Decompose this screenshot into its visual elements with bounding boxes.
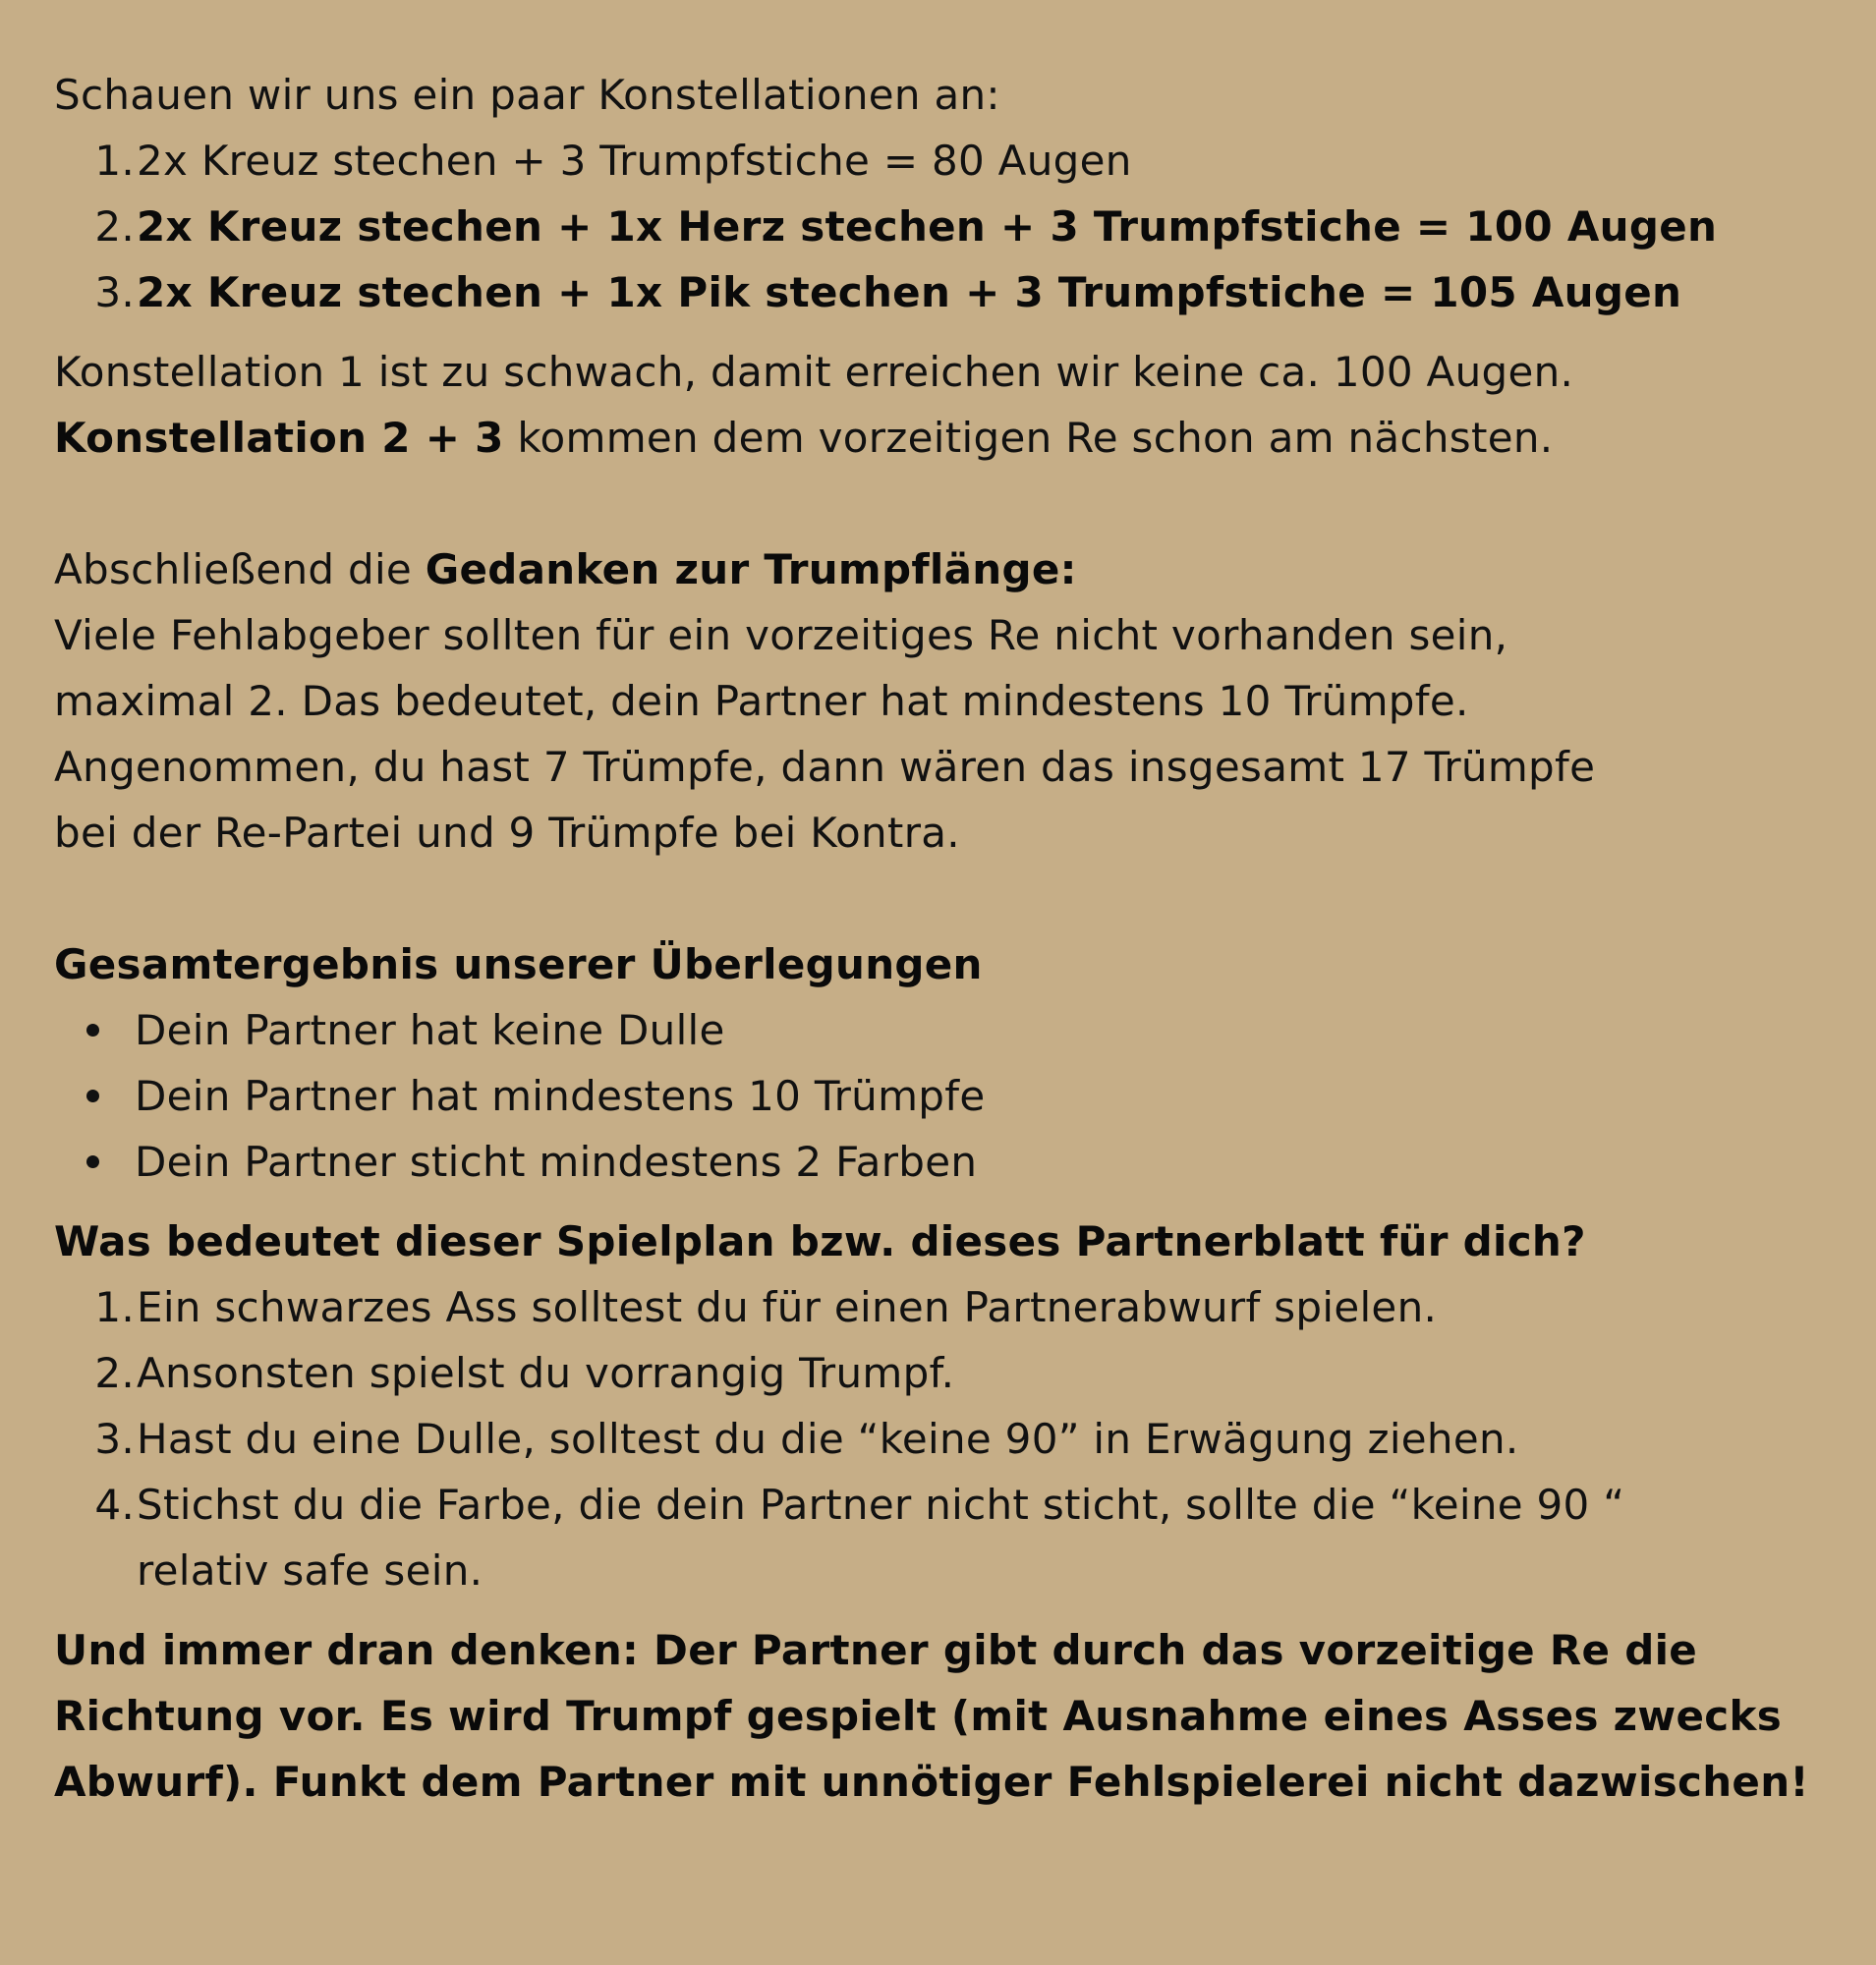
list-item [54, 259, 1813, 325]
evaluation-line-1: Konstellation 1 ist zu schwach, damit erreichen wir keine ca. 100 Augen. [54, 348, 1574, 396]
bullet-icon [54, 1063, 135, 1129]
trump-lead: Abschließend die [54, 545, 426, 593]
list-item [54, 1406, 1813, 1472]
evaluation-bold: Konstellation 2 + 3 [54, 414, 504, 462]
item-text: 2x Kreuz stechen + 1x Pik stechen + 3 Trumpfstiche = 105 Augen [137, 268, 1682, 316]
item-text: Ansonsten spielst du vorrangig Trumpf. [137, 1349, 955, 1397]
trump-line: bei der Re-Partei und 9 Trümpfe bei Kontra. [54, 809, 960, 857]
summary-heading: Gesamtergebnis unserer Überlegungen [54, 940, 983, 988]
list-item [54, 1472, 1813, 1603]
plan-heading: Was bedeutet dieser Spielplan bzw. dieses Partnerblatt für dich? [54, 1217, 1586, 1265]
item-number: 4. [94, 1481, 135, 1529]
list-item [54, 997, 1813, 1063]
conclusion-line: Richtung vor. Es wird Trumpf gespielt (mit Ausnahme eines Asses zwecks [54, 1692, 1783, 1740]
list-item [54, 1274, 1813, 1340]
trump-line: Angenommen, du hast 7 Trümpfe, dann wären das insgesamt 17 Trümpfe [54, 743, 1596, 791]
item-number: 2. [94, 202, 135, 251]
item-text: Dein Partner sticht mindestens 2 Farben [135, 1138, 978, 1186]
item-text: Ein schwarzes Ass solltest du für einen Partnerabwurf spielen. [137, 1283, 1438, 1331]
trump-heading: Gedanken zur Trumpflänge: [425, 545, 1077, 593]
item-number: 3. [94, 1415, 135, 1463]
conclusion-line: Abwurf). Funkt dem Partner mit unnötiger Fehlspielerei nicht dazwischen! [54, 1758, 1809, 1806]
list-item [54, 1129, 1813, 1195]
list-item [54, 128, 1813, 194]
intro-text: Schauen wir uns ein paar Konstellationen an: [54, 71, 1000, 119]
summary-list [54, 997, 1813, 1195]
item-text: Dein Partner hat keine Dulle [135, 1006, 725, 1054]
item-number: 1. [94, 1283, 135, 1331]
item-number: 1. [94, 137, 135, 185]
plan-list [54, 1274, 1813, 1603]
item-number: 2. [94, 1349, 135, 1397]
document-page [54, 62, 1813, 1815]
bullet-icon [54, 997, 135, 1063]
item-text: 2x Kreuz stechen + 3 Trumpfstiche = 80 Augen [137, 137, 1132, 185]
trump-line: maximal 2. Das bedeutet, dein Partner hat mindestens 10 Trümpfe. [54, 677, 1469, 725]
item-text: Stichst du die Farbe, die dein Partner nicht sticht, sollte die “keine 90 “ relativ safe sein. [137, 1481, 1625, 1595]
item-text: Dein Partner hat mindestens 10 Trümpfe [135, 1072, 986, 1120]
evaluation-line-2 [54, 405, 1813, 471]
item-text: 2x Kreuz stechen + 1x Herz stechen + 3 Trumpfstiche = 100 Augen [137, 202, 1718, 251]
evaluation-rest: kommen dem vorzeitigen Re schon am nächsten. [503, 414, 1554, 462]
list-item [54, 1340, 1813, 1406]
trump-line: Viele Fehlabgeber sollten für ein vorzeitiges Re nicht vorhanden sein, [54, 611, 1508, 659]
list-item [54, 194, 1813, 259]
item-number: 3. [94, 268, 135, 316]
conclusion-line: Und immer dran denken: Der Partner gibt durch das vorzeitige Re die [54, 1626, 1698, 1674]
list-item [54, 1063, 1813, 1129]
trump-heading-line [54, 536, 1813, 602]
item-text: Hast du eine Dulle, solltest du die “keine 90” in Erwägung ziehen. [137, 1415, 1519, 1463]
bullet-icon [54, 1129, 135, 1195]
constellation-list [54, 128, 1813, 325]
